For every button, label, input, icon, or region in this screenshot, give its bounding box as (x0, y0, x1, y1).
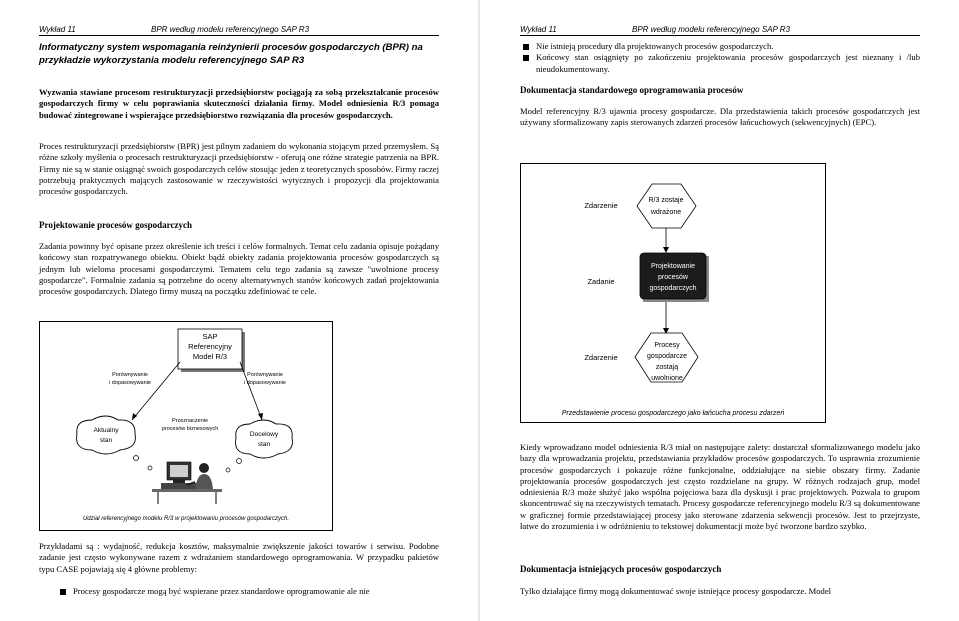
thought-dot (134, 456, 139, 461)
existing-paragraph: Tylko działające firmy mogą dokumentować swoje istniejące procesy gospodarcze. Model (520, 586, 832, 596)
figure-1-caption: Udział referencyjnego modelu R/3 w projektowaniu procesów gospodarczych. (82, 516, 290, 522)
target-line-2: stan (257, 441, 271, 448)
section-heading-existing: Dokumentacja istniejących procesów gospodarczych (520, 564, 722, 574)
event-2-hex-line-3: zostają (655, 364, 679, 371)
epc-diagram (521, 164, 825, 422)
left-header-title: BPR według modelu referencyjnego SAP R3 (151, 25, 310, 34)
left-header (39, 25, 310, 34)
event-1-label: Zdarzenie (584, 201, 618, 210)
epc-arrowhead-1 (663, 247, 669, 253)
event-2-hex-line-4: uwolnione (651, 375, 683, 382)
document-title-line-2: przykładzie wykorzystania modelu referencyjnego SAP R3 (39, 54, 305, 66)
right-header-rule (520, 35, 920, 36)
figure-epc-diagram (520, 163, 826, 423)
left-note-line-2: i dopasowywanie (109, 380, 151, 386)
examples-paragraph: Przykładami są : wydajność, redukcja kosztów, maksymalnie zwiększenie jakości towarów i serwisu. Podobne zadanie jest często wykonywane razem z wdrażaniem standardowego oprogramowania. W przypadku pakietów typu CASE pojawiają się 4 główne problemy: (39, 541, 439, 574)
event-2-hex-line-2: gospodarcze (646, 353, 688, 360)
task-label: Zadanie (587, 277, 615, 286)
thought-dot (237, 459, 242, 464)
arrowhead-actual (132, 413, 137, 420)
left-bullet-list (59, 586, 439, 597)
sap-box-line-3: Model R/3 (192, 352, 228, 361)
left-header-rule (39, 35, 439, 36)
right-note-line-2: i dopasowywanie (244, 380, 286, 386)
event-1-hex-line-1: R/3 zostaje (648, 197, 684, 204)
design-paragraph: Zadania powinny być opisane przez określenie ich treści i celów formalnych. Temat celu zadania opisuje pożądany końcowy stan rozpatrywanego obiektu. Obiekt bądź obiekty zadania projektowania procesów gospodarczych są jednym lub wieloma procesami gospodarczymi. Tematem celu tego zadania są zawsze "uwolnione procesy gospodarcze". Formalnie zadania są potrzebne do oceny alternatywnych stanów końcowych zadań projektowania procesów gospodarczych. Dlatego firmy muszą na początku zdefiniować te cele. (39, 241, 439, 297)
section-heading-documentation: Dokumentacja standardowego oprogramowania procesów (520, 85, 744, 95)
actual-line-2: stan (99, 437, 113, 444)
right-bullet-item-2: Końcowy stan osiągnięty po zakończeniu projektowania procesów gospodarczych jest nieznany i /lub nieudokumentowany. (522, 52, 920, 75)
right-bullet-list (522, 41, 920, 75)
process-line-1: Projektowanie (651, 263, 695, 270)
document-title (39, 42, 459, 67)
section-heading-design: Projektowanie procesów gospodarczych (39, 220, 192, 230)
lead-paragraph: Wyzwania stawiane procesom restrukturyzacji przedsiębiorstw pociągają za sobą przekształcanie procesów gospodarczych firmy w celu poprawiania skuteczności działania firmy. Model odniesienia R/3 pomaga budować zintegrowane i wspierające przedsiębiorstwo rozwiązania dla procesów gospodarczych. (39, 87, 439, 120)
sap-box-line-1: SAP (202, 332, 218, 341)
purpose-line-1: Przeznaczenie (171, 418, 209, 424)
figure-sap-reference-model (39, 321, 333, 531)
intro-paragraph: Proces restrukturyzacji przedsiębiorstw (BPR) jest pilnym zadaniem do wykonania stojącym przed przemysłem. Są różne szkoły myślenia o procesach restrukturyzacji przedsiębiorstw - oferują one różne strategie patrzenia na BPR. Firmy nie są w stanie osiągnąć swoich gospodarczych celów stosując jeden z teoretycznych sposobów. Firmy raczej potrzebują praktycznych mających zastosowanie w rzeczywistości wytycznych i propozycji dla projektowania procesów gospodarczych. (39, 141, 439, 197)
sap-box-line-2: Referencyjny (188, 342, 232, 351)
right-header-lecture: Wykład 11 (520, 25, 557, 34)
target-line-1: Docelowy (249, 431, 279, 438)
right-header-title: BPR według modelu referencyjnego SAP R3 (632, 25, 791, 34)
event-1-hexagon (637, 184, 696, 228)
person-at-computer-icon (152, 462, 222, 504)
left-note-line-1: Porównywanie (112, 372, 148, 378)
right-bullet-item-1: Nie istnieją procedury dla projektowanych procesów gospodarczych. (522, 41, 920, 52)
thought-dot (148, 466, 152, 470)
target-state-bubble (236, 420, 293, 458)
thought-dot (226, 468, 230, 472)
right-page (480, 0, 959, 621)
event-2-label: Zdarzenie (584, 353, 618, 362)
arrow-sap-to-actual (132, 362, 180, 420)
document-title-line-1: Informatyczny system wspomagania reinżynierii procesów gospodarczych (BPR) na (39, 42, 423, 53)
right-note-line-1: Porównywanie (247, 372, 283, 378)
process-line-3: gospodarczych (649, 285, 697, 292)
process-line-2: procesów (658, 274, 688, 281)
event-1-hex-line-2: wdrażone (650, 209, 682, 216)
documentation-paragraph: Model referencyjny R/3 ujawnia procesy gospodarcze. Dla przedstawienia takich procesów gospodarczych jest używany sformalizowany zapis sterowanych zdarzeń procesów łańcuchowych (sekwencyjnych) (EPC). (520, 106, 920, 128)
actual-state-bubble (77, 416, 136, 454)
arrowhead-target (258, 413, 263, 420)
right-header (520, 25, 791, 34)
left-page (0, 0, 479, 621)
figure-2-caption: Przedstawienie procesu gospodarczego jako łańcucha procesu zdarzeń (561, 410, 785, 417)
advantages-paragraph: Kiedy wprowadzano model odniesienia R/3 miał on następujące zalety: dostarczał sformalizowanego modelu jako bazy dla wprowadzania projektu, przedstawiania przykładów procesów gospodarczych. To usprawnia zrozumienie procesów gospodarczych i pokazuje różne funkcjonalne, oddziałujące na siebie obszary firmy. Zadanie projektowania procesów gospodarczych jest często rozdzielane na grupy. W różnych rodzajach grup, model odniesienia R/3 może służyć jako wspólna pojęciowa baza dla dyskusji i prac projektowych. Pozwala to grupom skoncentrować się na rzeczywistych tematach. Procesy gospodarcze referencyjnego modelu R/3 są dokumentowane w graficznej formie przedstawiającej procesy jako sterowane zdarzenia sekwencji procesów. Jest to przejrzyste, łatwe do zrozumienia i w odróżnieniu to tekstowej dokumentacji może być tworzone bardzo szybko. (520, 442, 920, 532)
event-2-hex-line-1: Procesy (654, 342, 680, 349)
purpose-line-2: procesów biznesowych (161, 426, 219, 432)
left-header-lecture: Wykład 11 (39, 25, 76, 34)
left-bullet-item: Procesy gospodarcze mogą być wspierane przez standardowe oprogramowanie ale nie (59, 586, 439, 597)
figure-sap-diagram (40, 322, 332, 530)
arrow-sap-to-target (240, 362, 262, 420)
actual-line-1: Aktualny (93, 427, 119, 434)
